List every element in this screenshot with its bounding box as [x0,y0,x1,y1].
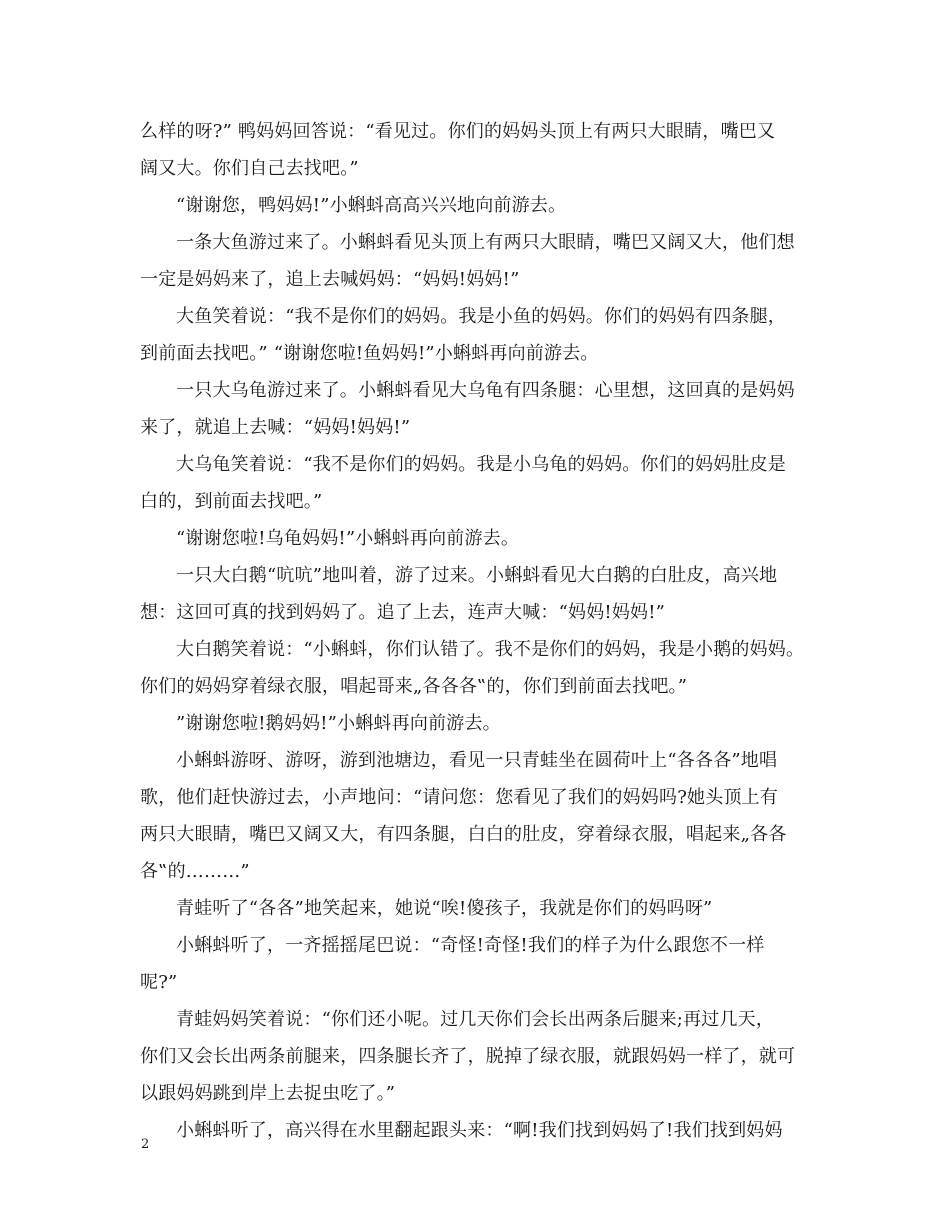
text-line: 青蛙听了“各各”地笑起来，她说“唉!傻孩子，我就是你们的妈吗呀” [176,898,713,919]
text-line: 白的，到前面去找吧。” [140,491,323,512]
text-line: 大白鹅笑着说：“小蝌蚪，你们认错了。我不是你们的妈妈，我是小鹅的妈妈。 [176,639,805,660]
text-line: 到前面去找吧。” “谢谢您啦!鱼妈妈!”小蝌蚪再向前游去。 [140,343,599,364]
text-line: 大乌龟笑着说：“我不是你们的妈妈。我是小乌龟的妈妈。你们的妈妈肚皮是 [176,454,786,475]
text-line: 呢?” [140,972,178,993]
text-line: 两只大眼睛，嘴巴又阔又大，有四条腿，白白的肚皮，穿着绿衣服，唱起来„各各 [140,824,787,845]
text-line: 阔又大。你们自己去找吧。” [140,158,359,179]
text-line: 小蝌蚪游呀、游呀，游到池塘边，看见一只青蛙坐在圆荷叶上“各各各”地唱 [176,750,778,771]
text-line: 一条大鱼游过来了。小蝌蚪看见头顶上有两只大眼睛，嘴巴又阔又大，他们想 [176,232,795,253]
text-line: 各‟的………” [140,861,250,882]
text-line: 一只大白鹅“吭吭”地叫着，游了过来。小蝌蚪看见大白鹅的白肚皮，高兴地 [176,565,778,586]
text-line: 来了，就追上去喊：“妈妈!妈妈!” [140,417,411,438]
text-line: 一只大乌龟游过来了。小蝌蚪看见大乌龟有四条腿：心里想，这回真的是妈妈 [176,380,795,401]
text-line: 么样的呀?” 鸭妈妈回答说：“看见过。你们的妈妈头顶上有两只大眼睛，嘴巴又 [140,121,776,142]
text-line: 大鱼笑着说：“我不是你们的妈妈。我是小鱼的妈妈。你们的妈妈有四条腿， [176,306,786,327]
text-line: 以跟妈妈跳到岸上去捉虫吃了。” [140,1083,396,1104]
page-number: 2 [141,1137,150,1152]
text-line: “谢谢您，鸭妈妈!”小蝌蚪高高兴兴地向前游去。 [176,195,567,216]
text-line: 你们的妈妈穿着绿衣服，唱起哥来„各各各‟的，你们到前面去找吧。” [140,676,688,697]
text-line: 小蝌蚪听了，高兴得在水里翻起跟头来：“啊!我们找到妈妈了!我们找到妈妈 [176,1120,783,1141]
text-line: 想：这回可真的找到妈妈了。追了上去，连声大喊：“妈妈!妈妈!” [140,602,666,623]
text-line: 一定是妈妈来了，追上去喊妈妈：“妈妈!妈妈!” [140,269,520,290]
document-body-text [140,113,820,1149]
text-line: 青蛙妈妈笑着说：“你们还小呢。过几天你们会长出两条后腿来;再过几天， [176,1009,775,1030]
text-line: 小蝌蚪听了，一齐摇摇尾巴说：“奇怪!奇怪!我们的样子为什么跟您不一样 [176,935,765,956]
text-line: “谢谢您啦!乌龟妈妈!”小蝌蚪再向前游去。 [176,528,520,549]
text-line: 你们又会长出两条前腿来，四条腿长齐了，脱掉了绿衣服，就跟妈妈一样了，就可 [140,1046,796,1067]
text-line: 歌，他们赶快游过去，小声地问：“请问您：您看见了我们的妈妈吗?她头顶上有 [140,787,779,808]
text-line: ”谢谢您啦!鹅妈妈!”小蝌蚪再向前游去。 [176,713,501,734]
